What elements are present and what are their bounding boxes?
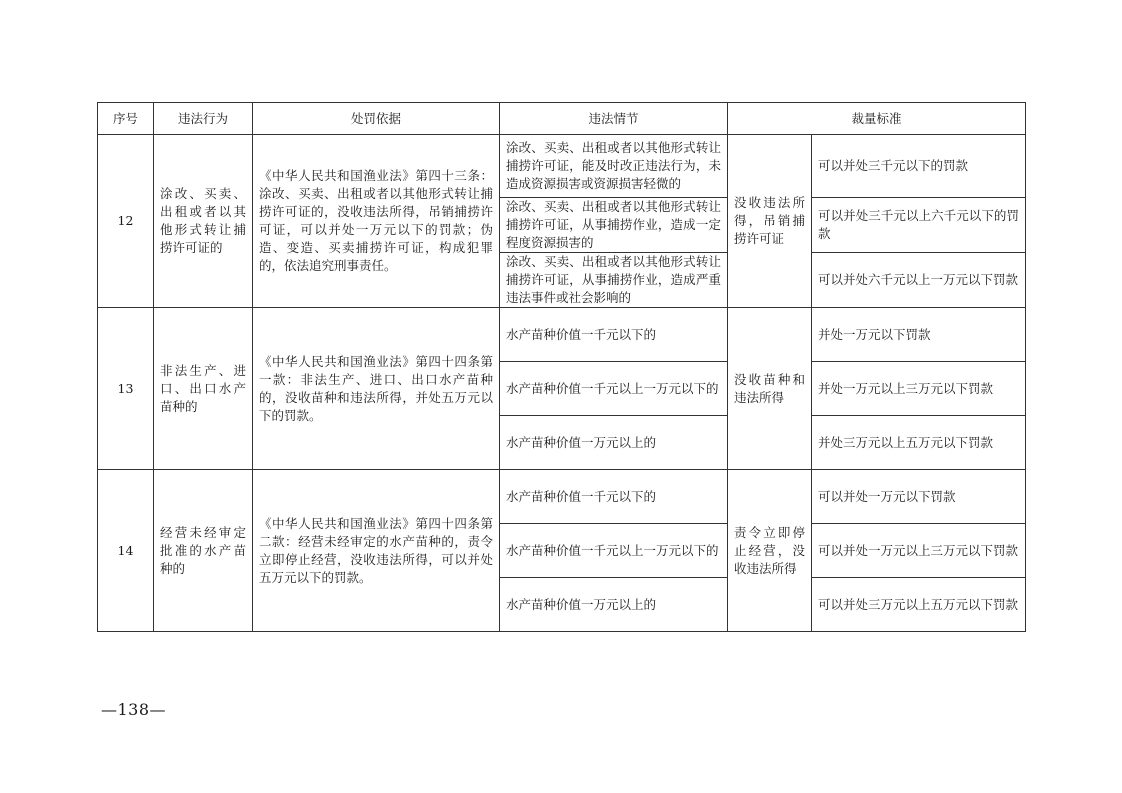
header-violation: 违法行为 <box>154 103 253 135</box>
header-discretion-standard: 裁量标准 <box>728 103 1026 135</box>
standard-cell: 并处一万元以上三万元以下罚款 <box>812 362 1026 416</box>
standard-cell: 可以并处一万元以下罚款 <box>812 470 1026 524</box>
penalty-standards-table <box>97 102 1026 632</box>
legal-basis-cell: 《中华人民共和国渔业法》第四十四条第二款：经营未经审定的水产苗种的，责令立即停止经营，没收违法所得，可以并处五万元以下的罚款。 <box>253 470 500 632</box>
circumstance-cell: 涂改、买卖、出租或者以其他形式转让捕捞许可证，从事捕捞作业，造成一定程度资源损害的 <box>500 198 728 253</box>
violation-cell: 经营未经审定批准的水产苗种的 <box>154 470 253 632</box>
row-number: 13 <box>98 308 154 470</box>
common-penalty-cell: 没收违法所得，吊销捕捞许可证 <box>728 135 812 308</box>
standard-cell: 可以并处三千元以上六千元以下的罚款 <box>812 198 1026 253</box>
table-row <box>98 308 1026 362</box>
violation-cell: 涂改、买卖、出租或者以其他形式转让捕捞许可证的 <box>154 135 253 308</box>
circumstance-cell: 水产苗种价值一千元以上一万元以下的 <box>500 362 728 416</box>
standard-cell: 可以并处一万元以上三万元以下罚款 <box>812 524 1026 578</box>
standard-cell: 并处一万元以下罚款 <box>812 308 1026 362</box>
row-number: 12 <box>98 135 154 308</box>
violation-cell: 非法生产、进口、出口水产苗种的 <box>154 308 253 470</box>
standard-cell: 可以并处六千元以上一万元以下罚款 <box>812 253 1026 308</box>
table-row <box>98 135 1026 198</box>
row-number: 14 <box>98 470 154 632</box>
legal-basis-cell: 《中华人民共和国渔业法》第四十三条：涂改、买卖、出租或者以其他形式转让捕捞许可证的，没收违法所得，吊销捕捞许可证，可以并处一万元以下的罚款；伪造、变造、买卖捕捞许可证，构成犯罪的，依法追究刑事责任。 <box>253 135 500 308</box>
circumstance-cell: 涂改、买卖、出租或者以其他形式转让捕捞许可证，能及时改正违法行为，未造成资源损害或资源损害轻微的 <box>500 135 728 198</box>
circumstance-cell: 水产苗种价值一万元以上的 <box>500 578 728 632</box>
circumstance-cell: 水产苗种价值一千元以上一万元以下的 <box>500 524 728 578</box>
circumstance-cell: 水产苗种价值一千元以下的 <box>500 470 728 524</box>
page-number: —138— <box>101 700 167 719</box>
header-row <box>98 103 1026 135</box>
circumstance-cell: 涂改、买卖、出租或者以其他形式转让捕捞许可证，从事捕捞作业，造成严重违法事件或社会影响的 <box>500 253 728 308</box>
table-row <box>98 470 1026 524</box>
standard-cell: 并处三万元以上五万元以下罚款 <box>812 416 1026 470</box>
circumstance-cell: 水产苗种价值一万元以上的 <box>500 416 728 470</box>
header-circumstances: 违法情节 <box>500 103 728 135</box>
header-serial-number: 序号 <box>98 103 154 135</box>
standard-cell: 可以并处三千元以下的罚款 <box>812 135 1026 198</box>
header-legal-basis: 处罚依据 <box>253 103 500 135</box>
circumstance-cell: 水产苗种价值一千元以下的 <box>500 308 728 362</box>
standard-cell: 可以并处三万元以上五万元以下罚款 <box>812 578 1026 632</box>
legal-basis-cell: 《中华人民共和国渔业法》第四十四条第一款：非法生产、进口、出口水产苗种的，没收苗种和违法所得，并处五万元以下的罚款。 <box>253 308 500 470</box>
common-penalty-cell: 没收苗种和违法所得 <box>728 308 812 470</box>
common-penalty-cell: 责令立即停止经营，没收违法所得 <box>728 470 812 632</box>
